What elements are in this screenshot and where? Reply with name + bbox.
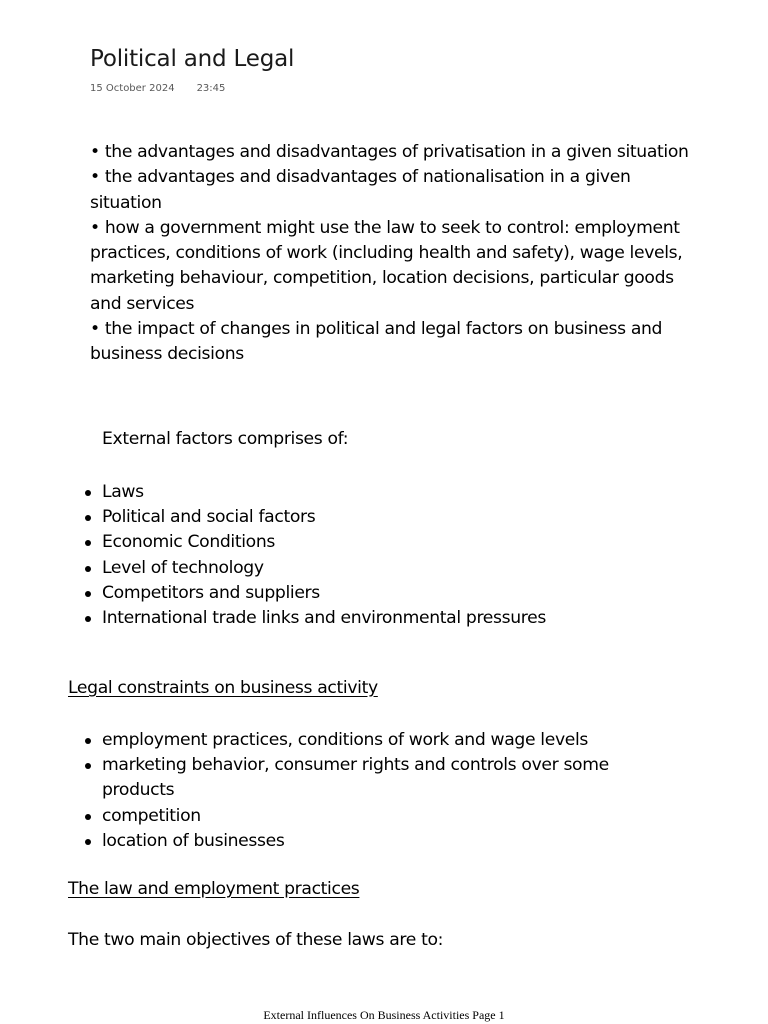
page-timestamp [90,83,225,94]
external-factors-heading: External factors comprises of: [102,429,349,449]
objective-item: • the impact of changes in political and legal factors on business and business decisions [90,319,663,365]
list-item: employment practices, conditions of work and wage levels [68,728,628,753]
list-item: Competitors and suppliers [68,581,628,606]
list-item: Laws [68,480,628,505]
list-item: location of businesses [68,829,628,854]
employment-law-heading: The law and employment practices [68,879,360,899]
objective-item: • the advantages and disadvantages of nationalisation in a given situation [90,167,631,213]
external-factors-list [68,480,628,631]
page-date: 15 October 2024 [90,83,175,94]
employment-law-intro: The two main objectives of these laws are to: [68,930,444,950]
list-item: competition [68,804,628,829]
objectives-block [90,140,690,368]
page-time: 23:45 [196,83,226,94]
page-title: Political and Legal [90,46,295,72]
objective-item: • the advantages and disadvantages of privatisation in a given situation [90,142,689,162]
list-item: Level of technology [68,556,628,581]
list-item: Economic Conditions [68,530,628,555]
objective-item: • how a government might use the law to seek to control: employment practices, conditions of work (including health and safety), wage levels, marketing behaviour, competition, location decisions, particular goods and services [90,217,683,314]
list-item: marketing behavior, consumer rights and controls over some products [68,753,628,803]
list-item: Political and social factors [68,505,628,530]
legal-constraints-heading: Legal constraints on business activity [68,678,378,698]
legal-constraints-list [68,728,628,854]
page-footer: External Influences On Business Activities Page 1 [263,1008,505,1022]
list-item: International trade links and environmental pressures [68,606,628,631]
